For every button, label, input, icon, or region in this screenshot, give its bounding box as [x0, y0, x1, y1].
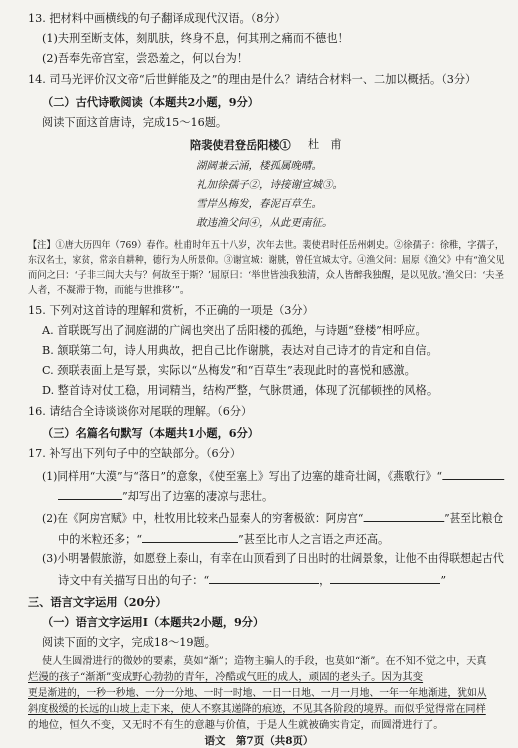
q13-sentence-1: (1)夫刑至断支体，刻肌肤，终身不息，何其刑之痛而不德也！: [42, 32, 349, 45]
poem-title: 陪裴使君登岳阳楼①: [190, 138, 291, 152]
q15-option-d: D. 整首诗对仗工稳，用词精当，结构严整，气脉贯通，体现了沉郁顿挫的风格。: [42, 384, 439, 397]
answer-blank[interactable]: [330, 572, 440, 584]
q14-stem: 14. 司马光评价汉文帝“后世鲜能及之”的理由是什么？请结合材料一、二加以概括。（3分）: [28, 73, 477, 86]
q17-item-2: [42, 510, 503, 526]
passage-line: [28, 687, 487, 700]
answer-blank[interactable]: [363, 510, 444, 522]
q17-item-1-text: ”却写出了边塞的凄凉与悲壮。: [122, 490, 274, 503]
q15-option-c: C. 颈联表面上是写景，实际以“丛梅发”和“百草生”表现此时的喜悦和感激。: [42, 364, 416, 377]
q17-item-1-cont: [58, 488, 273, 504]
passage-underlined-text: 烂漫的孩子“渐渐”变成野心勃勃的青年，冷酷或气旺的成人，顽固的老头子。因为其变: [28, 671, 424, 683]
q17-item-3-text: 诗文中有关描写日出的句子：“: [58, 574, 210, 587]
q17-item-3-text: ”: [440, 574, 447, 587]
passage-underlined-text: 斜度极缓的长远的山坡上走下来，使人不察其递降的痕迹，不见其各阶段的境界。而似乎觉得常在同样: [28, 703, 486, 715]
poem-author: 杜 甫: [308, 138, 342, 151]
section-language-subheading: （一）语言文字运用Ⅰ（本题共2小题，9分）: [42, 615, 265, 629]
poem-line: 敢违渔父问④，从此更南征。: [196, 217, 333, 229]
passage-line: [28, 703, 486, 716]
section-dictation-heading: （三）名篇名句默写（本题共1小题，6分）: [42, 426, 259, 440]
q15-option-a: A. 首联既写出了洞庭湖的广阔也突出了岳阳楼的孤绝，与诗题“登楼”相呼应。: [42, 324, 427, 337]
passage-line: [28, 719, 444, 732]
poetry-intro: 阅读下面这首唐诗，完成15～16题。: [42, 116, 228, 129]
passage-text: 使人生圆滑进行的微妙的要素，莫如“渐”；造物主骗人的手段，也莫如“渐”。在不知不觉之中，天真: [42, 655, 487, 667]
q15-option-b: B. 颔联第二句，诗人用典故，把自己比作谢朓，表达对自己诗才的肯定和自信。: [42, 344, 438, 357]
passage-text: 的地位，恒久不变，又无时不有生的意趣与价值，于是人生就被确实肯定，而圆滑进行了。: [28, 719, 444, 731]
poem-note: 而问之曰：‘子非三闾大夫与？何故至于斯？’屈原曰：‘举世皆浊我独清，众人皆醉我独醒，是以见放。’渔父曰：‘夫圣: [28, 270, 504, 281]
poem-line: 湖阔兼云涌，楼孤属晚晴。: [196, 160, 322, 172]
q16-stem: 16. 请结合全诗谈谈你对尾联的理解。（6分）: [28, 405, 253, 418]
passage-line: [42, 655, 486, 668]
section-language-heading: 三、语言文字运用（20分）: [28, 595, 167, 609]
answer-blank[interactable]: [209, 572, 319, 584]
poem-line: 雪岸丛梅发，春泥百草生。: [196, 198, 322, 210]
poem-note: 【注】①唐大历四年（769）春作。杜甫时年五十八岁，次年去世。裴使君时任岳州刺史。②徐孺子：徐稚，字孺子，: [28, 240, 505, 251]
q17-item-2-text: ”甚至比市人之言语之声还高。: [238, 533, 390, 546]
q13-stem: 13. 把材料中画横线的句子翻译成现代汉语。（8分）: [28, 12, 286, 25]
q17-stem: 17. 补写出下列句子中的空缺部分。（6分）: [28, 447, 242, 460]
answer-blank[interactable]: [442, 468, 504, 480]
passage-line: [28, 671, 423, 684]
q15-stem: 15. 下列对这首诗的理解和赏析，不正确的一项是（3分）: [28, 304, 314, 317]
poem-note: 东汉名士，家贫，常亲自耕种，德行为人所景仰。③谢宣城：谢朓，曾任宣城太守。④渔父问：屈原《渔父》中有“渔父见: [28, 255, 505, 266]
poem-line: 礼加徐孺子②，诗接谢宣城③。: [196, 179, 343, 191]
poem-note: 人者，不凝滞于物，而能与世推移’”。: [28, 285, 190, 296]
passage-underlined-text: 更是渐进的，一秒一秒地、一分一分地、一时一时地、一日一日地、一月一月地、一年一年地渐进，犹如从: [28, 687, 487, 699]
q17-item-2-cont: [58, 531, 389, 547]
answer-blank[interactable]: [58, 488, 122, 500]
page-footer: 语文 第7页（共8页）: [204, 735, 314, 747]
q17-item-2-text: (2)在《阿房宫赋》中，杜牧用比较来凸显秦人的穷奢极欲：阿房宫“: [42, 512, 364, 525]
answer-blank[interactable]: [142, 531, 238, 543]
language-intro: 阅读下面的文字，完成18～19题。: [42, 636, 216, 649]
q17-item-2-text: 中的米粒还多；“: [58, 533, 143, 546]
q13-sentence-2: (2)吾奉先帝宫室，尝恐羞之，何以台为！: [42, 52, 249, 65]
section-poetry-heading: （二）古代诗歌阅读（本题共2小题，9分）: [42, 95, 259, 109]
q17-item-1-text: (1)同样用“大漠”与“落日”的意象，《使至塞上》写出了边塞的雄奇壮阔，《燕歌行》“: [42, 470, 442, 483]
q17-item-3-text: ，: [319, 574, 331, 587]
q17-item-3-cont: [58, 572, 446, 588]
q17-item-3: (3)小明暑假旅游，如愿登上泰山，有幸在山顶看到了日出时的壮阔景象，让他不由得联想起古代: [42, 552, 504, 565]
q17-item-1: [42, 468, 504, 484]
q17-item-2-text: ”甚至比粮仓: [444, 512, 504, 525]
